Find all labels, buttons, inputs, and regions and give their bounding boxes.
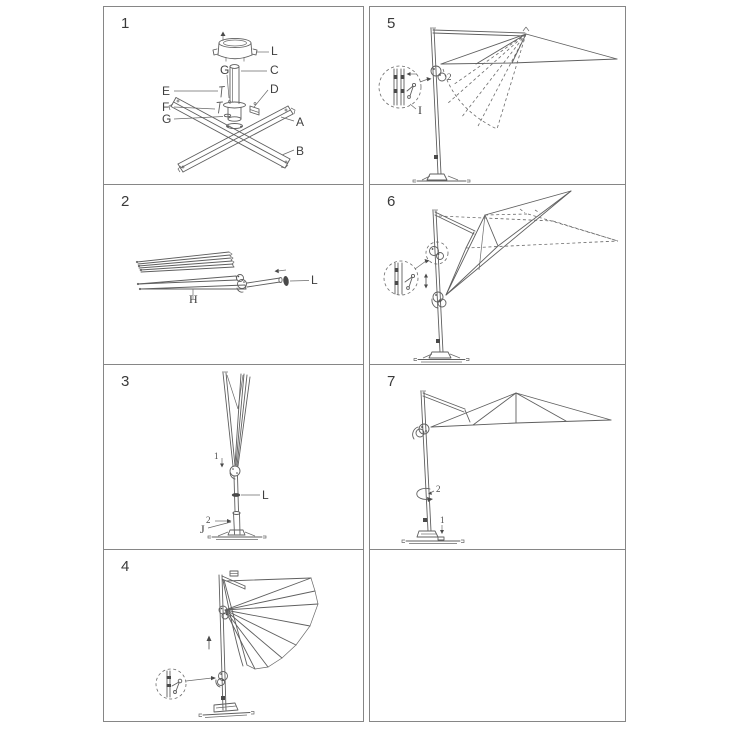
- detail-leader-arrow-icon: [415, 259, 430, 269]
- panel-7-number: 7: [387, 373, 396, 390]
- tilt-joint: [230, 466, 240, 479]
- up-down-arrow-icon: [424, 274, 428, 289]
- panel-3-number: 3: [121, 373, 130, 390]
- part-label-c: C: [270, 63, 279, 77]
- base-bar-a-part: [178, 106, 295, 172]
- part-label-h: H: [189, 292, 198, 306]
- panel-6-number: 6: [387, 193, 396, 210]
- panel-4-drawing: [104, 550, 360, 719]
- pole-latch: [221, 696, 225, 700]
- top-bracket: [222, 571, 245, 589]
- right-column: [369, 6, 626, 722]
- main-pole: [219, 575, 226, 710]
- folded-arm: [137, 276, 246, 290]
- up-arrow-icon: [221, 32, 226, 42]
- base-stand: [402, 531, 464, 544]
- hub-joint: [237, 275, 247, 293]
- panel-4-number: 4: [121, 558, 130, 575]
- half-open-canopy: [223, 578, 318, 669]
- open-canopy: [441, 27, 617, 64]
- left-column: [103, 6, 364, 722]
- cantilever-arm: [433, 30, 525, 36]
- pole-joint: [413, 424, 429, 439]
- slide-arrow-icon: [275, 269, 287, 273]
- folded-umbrella: [222, 372, 250, 466]
- panel-2-number: 2: [121, 193, 130, 210]
- part-label-l: L: [271, 44, 278, 58]
- panel-1-number: 1: [121, 15, 130, 32]
- lower-joint: [216, 672, 228, 688]
- tilted-canopy: [446, 191, 571, 295]
- part-label-d: D: [270, 82, 279, 96]
- part-label-e: E: [162, 84, 171, 98]
- ring-l-part: [283, 276, 290, 287]
- step-label-1: 1: [214, 451, 219, 461]
- base-bar-b-part: [169, 98, 290, 169]
- base-stand: [208, 530, 266, 540]
- upper-joint: [219, 606, 228, 619]
- push-arrow-icon: [407, 72, 418, 76]
- crank-detail-circle: [384, 261, 418, 295]
- part-label-l: L: [311, 273, 318, 287]
- bolt-e-part: [220, 87, 225, 98]
- bracket-d-part: [250, 103, 259, 116]
- base-stand: [413, 174, 470, 183]
- panel-4: [104, 550, 363, 721]
- upper-joint: [426, 242, 448, 264]
- cantilever-arm: [435, 212, 475, 248]
- rotate-arrow-icon: [417, 488, 434, 502]
- base-stand: [414, 352, 469, 362]
- pole-stub: [247, 277, 282, 287]
- closed-position-ghost: [443, 34, 526, 129]
- panel-5: [370, 7, 625, 185]
- part-label-b: B: [296, 144, 305, 158]
- step1-arrow-icon: [220, 458, 224, 468]
- step1-arrow-icon: [440, 525, 444, 534]
- ring-l-part: [232, 493, 240, 497]
- crank-detail-circle: [379, 66, 421, 108]
- crank-detail-circle: [156, 669, 186, 699]
- part-label-g-top: G: [220, 63, 230, 77]
- open-canopy: [431, 393, 611, 427]
- part-label-g-left: G: [162, 112, 172, 126]
- part-label-f: F: [162, 100, 170, 114]
- part-label-a: A: [296, 115, 305, 129]
- step2-arrow-icon: [215, 519, 232, 523]
- part-label-j: J: [200, 522, 205, 536]
- cantilever-arm: [423, 393, 470, 422]
- step-label-2: 2: [206, 515, 211, 525]
- panel-7-drawing: [370, 365, 622, 548]
- panel-5-drawing: [370, 7, 622, 183]
- panel-8-empty: [370, 550, 625, 721]
- step-label-1: 1: [440, 515, 445, 525]
- pole-latch: [434, 155, 438, 159]
- panel-7: [370, 365, 625, 550]
- lower-joint: [432, 292, 446, 308]
- panel-3-drawing: [104, 365, 360, 548]
- panel-6: [370, 185, 625, 365]
- base-cover-part: [213, 38, 257, 61]
- main-pole: [430, 28, 441, 174]
- detail-leader-arrow-icon: [420, 77, 432, 82]
- upper-pole: [234, 476, 239, 511]
- open-position-ghost: [439, 209, 618, 248]
- pole-latch: [423, 518, 427, 522]
- panel-5-number: 5: [387, 15, 396, 32]
- main-pole: [432, 210, 443, 352]
- lower-pole: [233, 512, 240, 535]
- up-arrow-icon: [207, 636, 212, 650]
- step-label-2: 2: [436, 484, 441, 494]
- panel-2: [104, 185, 363, 365]
- main-pole: [420, 391, 431, 531]
- detail-leader-arrow-icon: [186, 676, 216, 681]
- bolt-f-part: [217, 102, 223, 113]
- panel-1: [104, 7, 363, 185]
- panel-3: [104, 365, 363, 550]
- panel-2-drawing: [104, 185, 360, 363]
- part-label-i: I: [418, 103, 422, 117]
- panel-1-drawing: [104, 7, 360, 183]
- folded-ribs: [136, 252, 234, 272]
- base-stand: [199, 703, 254, 718]
- panel-6-drawing: [370, 185, 622, 363]
- step-label-2: 2: [447, 72, 452, 82]
- washer-g-part: [224, 114, 230, 117]
- pole-joint: [431, 66, 446, 81]
- part-label-l: L: [262, 488, 269, 502]
- pole-latch: [436, 339, 440, 343]
